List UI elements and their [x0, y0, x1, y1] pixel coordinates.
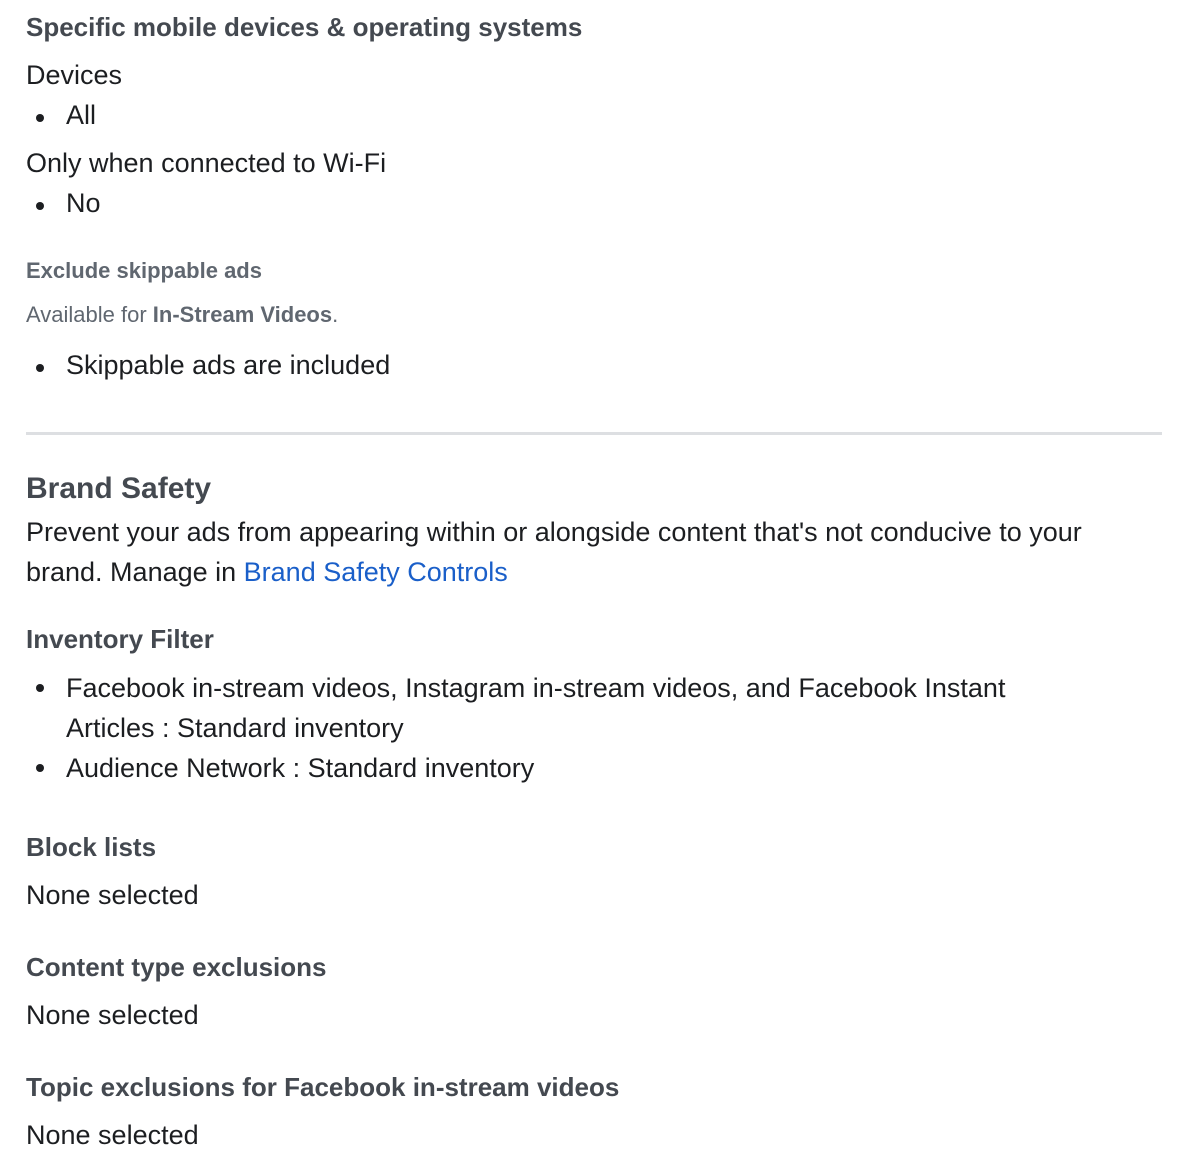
- skippable-availability-note: [26, 302, 338, 328]
- topic-exclusions-heading: Topic exclusions for Facebook in-stream videos: [26, 1072, 620, 1102]
- availability-prefix: Available for: [26, 302, 153, 327]
- bullet-dot: [36, 364, 44, 372]
- inventory-filter-heading: Inventory Filter: [26, 624, 214, 654]
- brand-safety-heading: Brand Safety: [26, 472, 212, 505]
- content-type-exclusions-value: None selected: [26, 1000, 199, 1030]
- block-lists-heading: Block lists: [26, 832, 157, 862]
- bullet-dot: [36, 114, 44, 122]
- bullet-dot: [36, 764, 44, 772]
- brand-safety-controls-link[interactable]: Brand Safety Controls: [243, 557, 508, 587]
- brand-safety-description: [26, 512, 1146, 592]
- skippable-value: Skippable ads are included: [66, 350, 391, 380]
- inventory-filter-item-text: Facebook in-stream videos, Instagram in-stream videos, and Facebook Instant Articles : Standard inventory: [66, 673, 1006, 743]
- inventory-filter-item: [26, 748, 1126, 788]
- block-lists-value: None selected: [26, 880, 199, 910]
- exclude-skippable-heading: Exclude skippable ads: [26, 258, 262, 283]
- inventory-filter-item-text: Audience Network : Standard inventory: [66, 753, 535, 783]
- content-type-exclusions-heading: Content type exclusions: [26, 952, 327, 982]
- inventory-filter-item: [26, 668, 1126, 748]
- devices-value: All: [66, 100, 97, 130]
- availability-placement: In-Stream Videos: [152, 302, 333, 327]
- devices-label: Devices: [26, 60, 123, 90]
- topic-exclusions-value: None selected: [26, 1120, 199, 1150]
- brand-safety-description-text: Prevent your ads from appearing within or alongside content that's not conducive to your brand. Manage in: [26, 517, 1082, 587]
- wifi-value: No: [66, 188, 101, 218]
- section-divider: [26, 432, 1162, 435]
- bullet-dot: [36, 684, 44, 692]
- devices-section-heading: Specific mobile devices & operating systems: [26, 12, 583, 42]
- bullet-dot: [36, 202, 44, 210]
- availability-suffix: .: [332, 302, 339, 327]
- wifi-label: Only when connected to Wi-Fi: [26, 148, 387, 178]
